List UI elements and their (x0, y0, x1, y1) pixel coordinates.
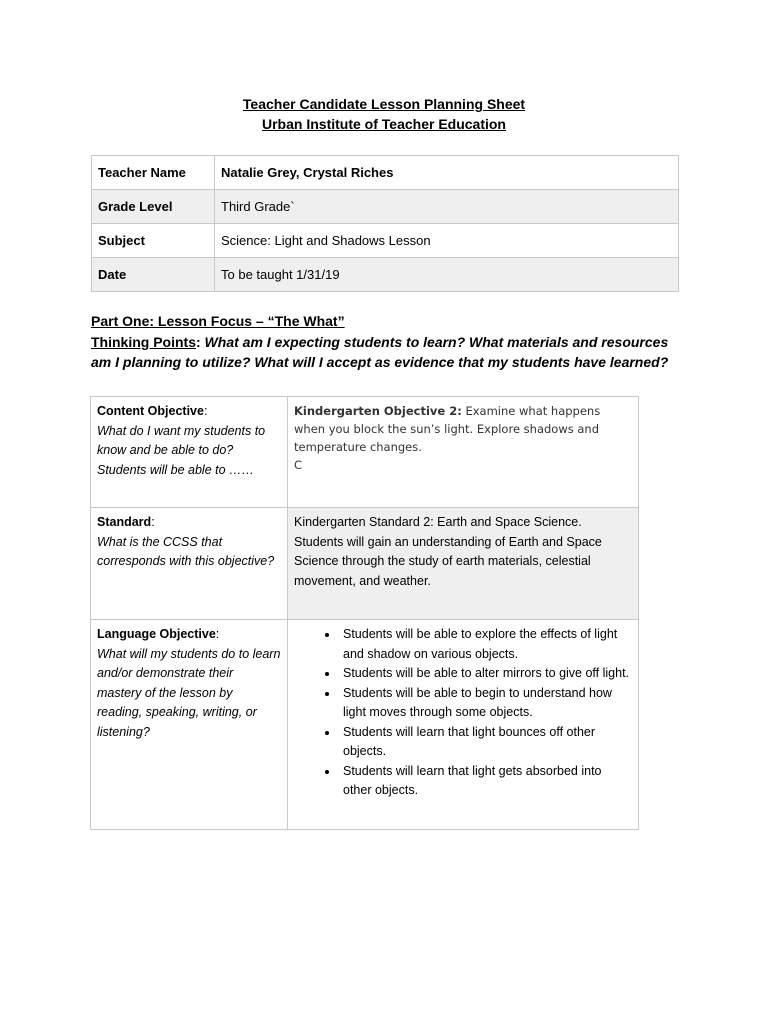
lesson-focus-table (90, 396, 639, 830)
standard-question: What is the CCSS that corresponds with this objective? (97, 534, 275, 568)
info-value: Natalie Grey, Crystal Riches (215, 156, 679, 190)
info-value: Science: Light and Shadows Lesson (215, 224, 679, 258)
standard-answer: Kindergarten Standard 2: Earth and Space Science. Students will gain an understanding of Earth and Space Science through the study of earth materials, celestial movement, and weather. (294, 515, 602, 588)
part-one-heading: Part One: Lesson Focus – “The What” (91, 313, 345, 329)
standard-row (91, 508, 639, 620)
list-item: • Students will be able to begin to understand how light moves through some objects. (339, 684, 632, 723)
content-objective-answer (294, 402, 632, 456)
info-value: Third Grade` (215, 190, 679, 224)
objective-text: Examine what happens when you block the sun’s light. Explore shadows and temperature changes. (294, 404, 601, 454)
language-objective-question: What will my students do to learn and/or demonstrate their mastery of the lesson by reading, speaking, writing, or listening? (97, 646, 281, 739)
language-objective-row (91, 620, 639, 830)
language-objective-list (294, 625, 632, 801)
content-objective-question-cell (91, 397, 288, 508)
info-row-subject (92, 224, 679, 258)
content-objective-colon: : (203, 404, 208, 418)
content-objective-row (91, 397, 639, 508)
list-item: • Students will learn that light bounces off other objects. (339, 723, 632, 762)
language-objective-colon: : (215, 627, 220, 641)
language-objective-answer-cell (288, 620, 639, 830)
list-item: • Students will learn that light gets absorbed into other objects. (339, 762, 632, 801)
standard-question-cell (91, 508, 288, 620)
standard-colon: : (151, 515, 155, 529)
institute-name: Urban Institute of Teacher Education (262, 116, 506, 132)
thinking-points-colon: : (196, 333, 201, 350)
thinking-points-text: What am I expecting students to learn? What materials and resources am I planning to utilize? What will I accept as evidence that my students have learned? (91, 333, 669, 370)
lesson-info-table (91, 155, 679, 292)
info-row-teacher (92, 156, 679, 190)
standard-title: Standard (97, 515, 152, 529)
language-objective-question-cell (91, 620, 288, 830)
thinking-points (91, 332, 671, 373)
info-label: Subject (92, 224, 215, 258)
info-label: Date (92, 258, 215, 292)
objective-extra: C (294, 458, 303, 472)
page-title (0, 94, 768, 134)
list-item: • Students will be able to explore the effects of light and shadow on various objects. (339, 625, 632, 664)
part-one-section (91, 311, 671, 373)
info-row-grade (92, 190, 679, 224)
list-item: • Students will be able to alter mirrors to give off light. (339, 664, 632, 684)
standard-answer-cell (288, 508, 639, 620)
thinking-points-label: Thinking Points (91, 333, 196, 350)
info-row-date (92, 258, 679, 292)
info-label: Grade Level (92, 190, 215, 224)
language-objective-title: Language Objective (97, 627, 216, 641)
info-label: Teacher Name (92, 156, 215, 190)
content-objective-title: Content Objective (97, 404, 204, 418)
content-objective-question: What do I want my students to know and be able to do? Students will be able to …… (97, 423, 266, 477)
document-title: Teacher Candidate Lesson Planning Sheet (242, 96, 526, 112)
info-value: To be taught 1/31/19 (215, 258, 679, 292)
objective-label: Kindergarten Objective 2: (294, 404, 462, 418)
content-objective-answer-cell (288, 397, 639, 508)
